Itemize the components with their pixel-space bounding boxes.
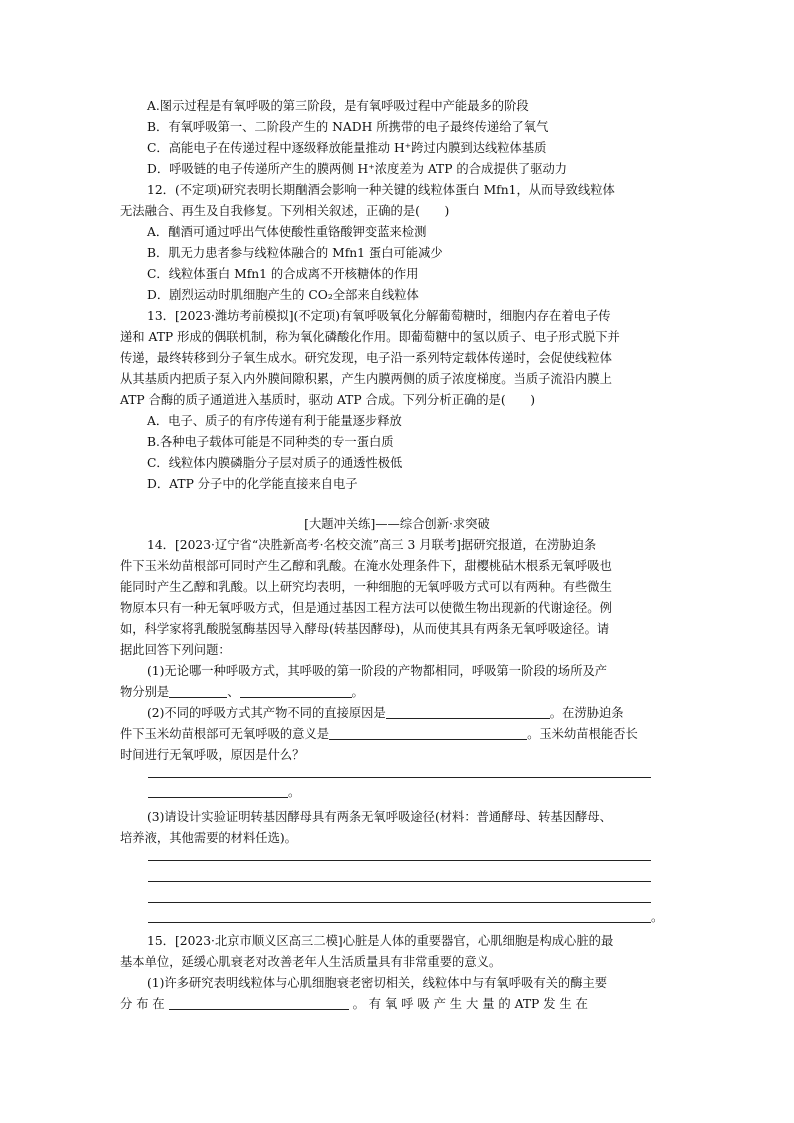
q12-option-c: C．线粒体蛋白 Mfn1 的合成离不开核糖体的作用 [147, 267, 419, 281]
q15-part1-suffix: 。 有 氧 呼 吸 产 生 大 量 的 ATP 发 生 在 [352, 997, 588, 1011]
q14-part1-separator: 、 [227, 685, 240, 699]
q15-part1-line2 [120, 995, 588, 1013]
q14-part2-prefix1: (2)不同的呼吸方式其产物不同的直接原因是 [147, 706, 386, 720]
q15-answer-blank-enzyme-location[interactable] [169, 996, 349, 1010]
q13-option-c: C．线粒体内膜磷脂分子层对质子的通透性极低 [147, 456, 403, 470]
q13-stem-line4: 从其基质内把质子泵入内外膜间隙积累，产生内膜两侧的质子浓度梯度。当质子流沿内膜上 [120, 372, 612, 386]
q14-part1-prefix: 物分别是 [120, 685, 170, 699]
q14-part2-suffix2: 。玉米幼苗根能否长 [527, 727, 638, 741]
q14-experiment-line-4-row [148, 908, 663, 926]
section-title: [大题冲关练]——综合创新·求突破 [304, 517, 490, 531]
q13-stem-line3: 传递，最终转移到分子氧生成水。研究发现，电子沿一系列特定载体传递时，会促使线粒体 [120, 351, 612, 365]
q14-experiment-line-1[interactable] [148, 859, 651, 861]
q13-stem-line5: ATP 合酶的质子通道进入基质时，驱动 ATP 合成。下列分析正确的是( ) [120, 393, 536, 407]
q14-stem-line4: 物原本只有一种无氧呼吸方式，但是通过基因工程方法可以使微生物出现新的代谢途径。例 [120, 601, 612, 615]
q14-stem-line1: 14．[2023·辽宁省“决胜新高考·名校交流”高三 3 月联考]据研究报道，在涝胁迫条 [147, 538, 597, 552]
q14-answer-blank-significance[interactable] [329, 726, 527, 740]
q14-stem-line2: 件下玉米幼苗根部可同时产生乙醇和乳酸。在淹水处理条件下，甜樱桃砧木根系无氧呼吸也 [120, 559, 612, 573]
q14-part2-line3: 时间进行无氧呼吸，原因是什么？ [120, 748, 305, 762]
q14-part1-period: 。 [351, 685, 364, 699]
q15-part1-prefix: 分 布 在 [120, 997, 165, 1011]
q14-answer-line-2-row [148, 783, 300, 801]
q14-part2-line2 [120, 725, 638, 743]
q14-stem-line3: 能同时产生乙醇和乳酸。以上研究均表明，一种细胞的无氧呼吸方式可以有两种。有些微生 [120, 580, 612, 594]
q12-option-d: D．剧烈运动时肌细胞产生的 CO₂全部来自线粒体 [147, 288, 419, 302]
q14-part2-line1 [147, 704, 624, 722]
q14-part2-prefix2: 件下玉米幼苗根部可无氧呼吸的意义是 [120, 727, 330, 741]
q14-answer-blank-site[interactable] [169, 684, 227, 698]
q14-part2-suffix1: 。在涝胁迫条 [549, 706, 624, 720]
q14-part3-line1: (3)请设计实验证明转基因酵母具有两条无氧呼吸途径(材料：普通酵母、转基因酵母、 [147, 810, 612, 824]
q13-option-a: A．电子、质子的有序传递有利于能量逐步释放 [147, 414, 402, 428]
q12-stem-line1: 12．(不定项)研究表明长期酗酒会影响一种关键的线粒体蛋白 Mfn1，从而导致线粒体 [147, 183, 615, 197]
q11-option-c: C．高能电子在传递过程中逐级释放能量推动 H⁺跨过内膜到达线粒体基质 [147, 141, 547, 155]
q15-stem-line2: 基本单位，延缓心肌衰老对改善老年人生活质量具有非常重要的意义。 [120, 955, 502, 969]
q14-part3-line2: 培养液，其他需要的材料任选)。 [120, 831, 297, 845]
q11-option-d: D．呼吸链的电子传递所产生的膜两侧 H⁺浓度差为 ATP 的合成提供了驱动力 [147, 162, 568, 176]
q14-experiment-line-4[interactable] [148, 909, 651, 923]
q14-part1-line1: (1)无论哪一种呼吸方式，其呼吸的第一阶段的产物都相同，呼吸第一阶段的场所及产 [147, 664, 608, 678]
q15-stem-line1: 15．[2023·北京市顺义区高三二模]心脏是人体的重要器官，心肌细胞是构成心脏的最 [147, 934, 614, 948]
q13-stem-line2: 递和 ATP 形成的偶联机制，称为氧化磷酸化作用。即葡萄糖中的氢以质子、电子形式脱下并 [120, 330, 620, 344]
q15-part1-line1: (1)许多研究表明线粒体与心肌细胞衰老密切相关，线粒体中与有氧呼吸有关的酶主要 [147, 976, 608, 990]
q14-answer-line-2-period: 。 [288, 785, 301, 799]
q14-experiment-line-3[interactable] [148, 901, 651, 903]
q12-option-b: B．肌无力患者参与线粒体融合的 Mfn1 蛋白可能减少 [147, 246, 443, 260]
q14-stem-line6: 据此回答下列问题： [120, 643, 231, 657]
q13-option-d: D．ATP 分子中的化学能直接来自电子 [147, 477, 358, 491]
q14-experiment-period: 。 [651, 910, 664, 924]
q14-answer-line-2[interactable] [148, 784, 288, 798]
q11-option-b: B．有氧呼吸第一、二阶段产生的 NADH 所携带的电子最终传递给了氧气 [147, 120, 549, 134]
q12-option-a: A．酗酒可通过呼出气体使酸性重铬酸钾变蓝来检测 [147, 225, 427, 239]
q14-stem-line5: 如，科学家将乳酸脱氢酶基因导入酵母(转基因酵母)，从而使其具有两条无氧呼吸途径。请 [120, 622, 610, 636]
q14-answer-blank-reason[interactable] [386, 705, 550, 719]
q13-option-b: B.各种电子载体可能是不同种类的专一蛋白质 [147, 435, 394, 449]
q11-option-a: A.图示过程是有氧呼吸的第三阶段，是有氧呼吸过程中产能最多的阶段 [147, 99, 529, 113]
q14-part1-line2 [120, 683, 364, 701]
q13-stem-line1: 13．[2023·潍坊考前模拟](不定项)有氧呼吸氧化分解葡萄糖时，细胞内存在着电子传 [147, 309, 611, 323]
q14-answer-blank-products[interactable] [240, 684, 352, 698]
q12-stem-line2: 无法融合、再生及自我修复。下列相关叙述，正确的是( ) [120, 204, 450, 218]
q14-answer-line-1[interactable] [148, 776, 651, 778]
q14-experiment-line-2[interactable] [148, 880, 651, 882]
